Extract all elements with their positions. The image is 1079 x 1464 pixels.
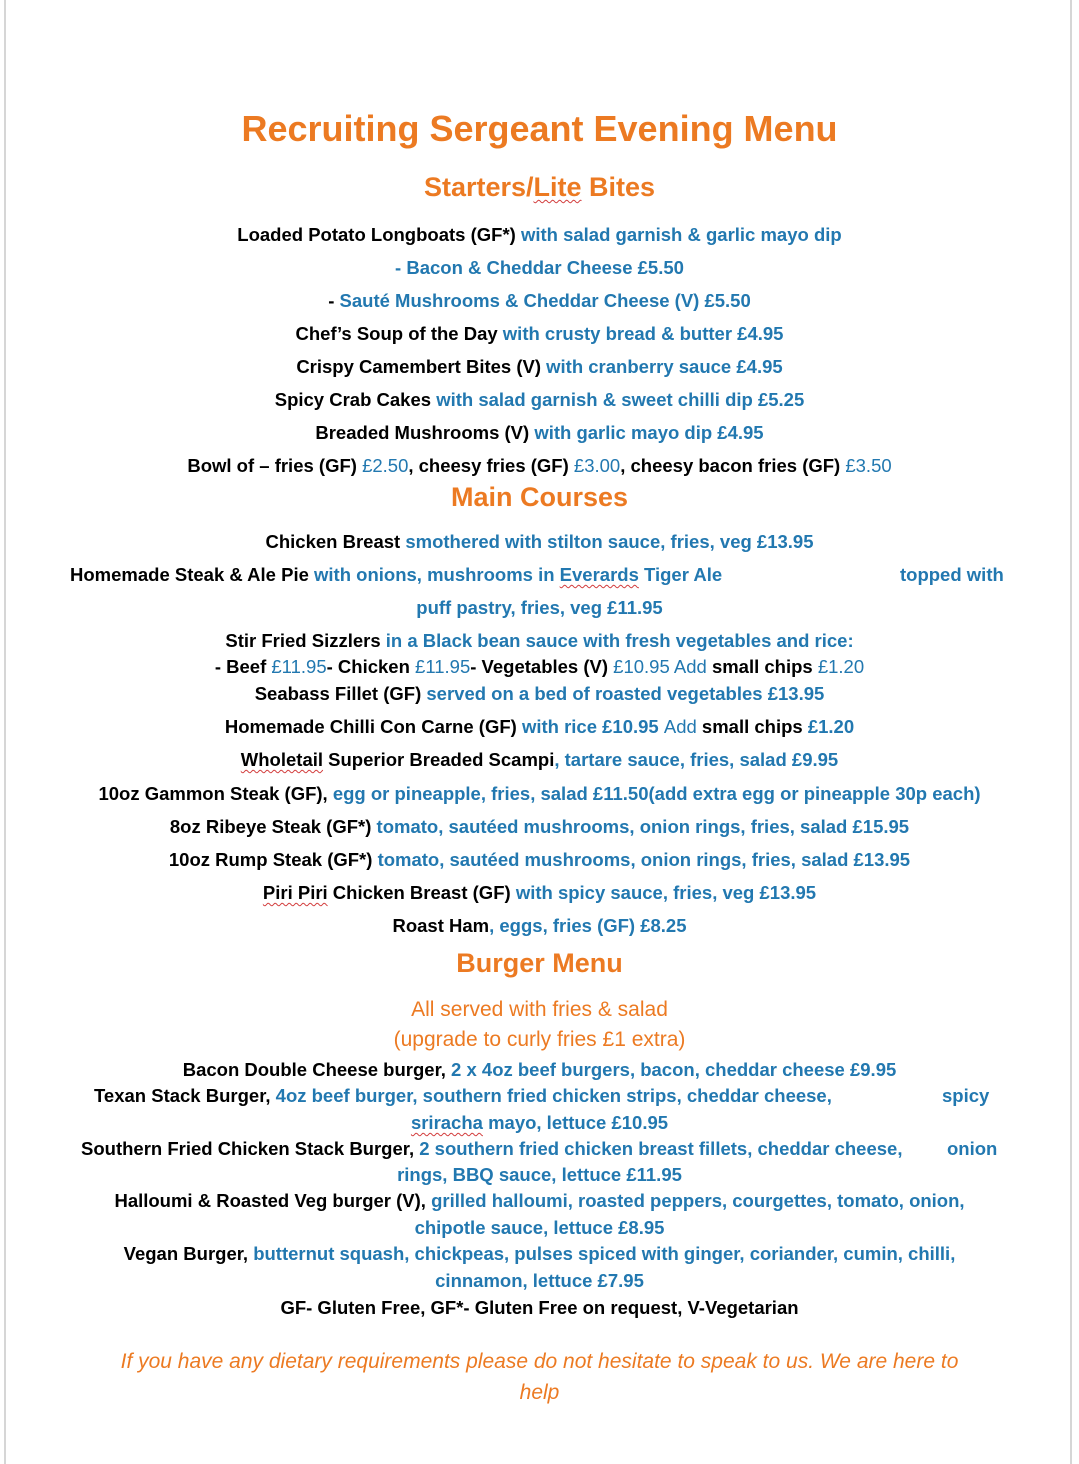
menu-item bbox=[0, 716, 1079, 738]
footer-note-cont: help bbox=[519, 1381, 560, 1404]
item-desc: with salad garnish & sweet chilli dip £5.25 bbox=[436, 389, 805, 410]
item-desc: butternut squash, chickpeas, pulses spiced with ginger, coriander, cumin, chilli, bbox=[253, 1243, 956, 1264]
item-name: , cheesy bacon fries (GF) bbox=[620, 455, 846, 476]
starters-heading bbox=[0, 172, 1079, 203]
option-name: - Chicken bbox=[326, 656, 416, 677]
item-name-brand: Wholetail bbox=[240, 749, 324, 770]
item-desc-tail: spicy bbox=[942, 1085, 990, 1106]
option-add: Add bbox=[669, 656, 712, 677]
burgers-heading: Burger Menu bbox=[456, 948, 623, 978]
menu-item bbox=[0, 783, 1079, 805]
item-name: , cheesy fries (GF) bbox=[408, 455, 574, 476]
menu-item-cont bbox=[0, 1270, 1079, 1292]
item-price: £3.50 bbox=[845, 455, 892, 476]
menu-item bbox=[0, 257, 1079, 279]
item-name: Loaded Potato Longboats (GF*) bbox=[237, 224, 521, 245]
menu-item bbox=[0, 389, 1079, 411]
menu-item bbox=[0, 630, 1079, 652]
item-desc: with spicy sauce, fries, veg £13.95 bbox=[515, 882, 817, 903]
item-name: Chicken Breast (GF) bbox=[327, 882, 516, 903]
item-name: Homemade Steak & Ale Pie bbox=[70, 564, 315, 585]
item-desc: with rice £10.95 bbox=[521, 716, 664, 737]
item-price: £2.50 bbox=[362, 455, 409, 476]
option-name: - Vegetables (V) bbox=[470, 656, 614, 677]
menu-item-bowl bbox=[0, 455, 1079, 477]
menu-item bbox=[0, 1190, 1079, 1212]
item-desc: 2 southern fried chicken breast fillets, cheddar cheese, bbox=[419, 1138, 903, 1159]
item-desc: 2 x 4oz beef burgers, bacon, cheddar cheese £9.95 bbox=[451, 1059, 897, 1080]
menu-item bbox=[0, 749, 1079, 771]
item-name: Texan Stack Burger, bbox=[94, 1085, 276, 1106]
item-desc: with crusty bread & butter £4.95 bbox=[502, 323, 784, 344]
menu-item-texan bbox=[94, 1085, 832, 1107]
item-desc: tomato, sautéed mushrooms, onion rings, fries, salad £13.95 bbox=[377, 849, 911, 870]
option-name: - Beef bbox=[214, 656, 272, 677]
burgers-note: All served with fries & salad bbox=[411, 998, 668, 1021]
item-name: Breaded Mushrooms (V) bbox=[315, 422, 535, 443]
item-desc: rings, BBQ sauce, lettuce £11.95 bbox=[397, 1164, 682, 1185]
item-name: - bbox=[328, 290, 340, 311]
item-add: Add bbox=[663, 716, 702, 737]
item-name: Halloumi & Roasted Veg burger (V), bbox=[114, 1190, 432, 1211]
menu-item bbox=[0, 422, 1079, 444]
menu-item-cont bbox=[0, 1217, 1079, 1239]
item-desc: mayo, lettuce £10.95 bbox=[482, 1112, 669, 1133]
item-name: Roast Ham bbox=[392, 915, 490, 936]
item-desc: with garlic mayo dip £4.95 bbox=[534, 422, 764, 443]
dietary-key: GF- Gluten Free, GF*- Gluten Free on request, V-Vegetarian bbox=[280, 1297, 799, 1318]
item-desc-brand: sriracha bbox=[410, 1112, 483, 1133]
mains-heading: Main Courses bbox=[450, 482, 629, 512]
item-desc-tail: topped with bbox=[900, 564, 1004, 585]
item-name-brand: Piri Piri bbox=[262, 882, 328, 903]
item-desc: , tartare sauce, fries, salad £9.95 bbox=[554, 749, 839, 770]
menu-item bbox=[0, 816, 1079, 838]
item-name: Chicken Breast bbox=[265, 531, 406, 552]
option-name: small chips bbox=[711, 656, 818, 677]
menu-item-cont bbox=[0, 1164, 1079, 1186]
item-name: Homemade Chilli Con Carne (GF) bbox=[224, 716, 522, 737]
item-desc: cinnamon, lettuce £7.95 bbox=[435, 1270, 644, 1291]
item-name: Chef’s Soup of the Day bbox=[295, 323, 503, 344]
item-desc: in a Black bean sauce with fresh vegetables and rice: bbox=[385, 630, 854, 651]
item-desc: smothered with stilton sauce, fries, veg £13.95 bbox=[405, 531, 814, 552]
starters-heading-part: Starters/ bbox=[423, 172, 534, 202]
menu-item bbox=[0, 356, 1079, 378]
item-desc: served on a bed of roasted vegetables £13.95 bbox=[426, 683, 825, 704]
item-name: Spicy Crab Cakes bbox=[274, 389, 437, 410]
item-desc: Sauté Mushrooms & Cheddar Cheese (V) £5.50 bbox=[339, 290, 751, 311]
menu-item bbox=[0, 224, 1079, 246]
item-desc: with cranberry sauce £4.95 bbox=[546, 356, 783, 377]
menu-item-pie bbox=[70, 564, 722, 586]
menu-item bbox=[0, 531, 1079, 553]
item-name: Vegan Burger, bbox=[123, 1243, 254, 1264]
menu-item bbox=[0, 1059, 1079, 1081]
item-desc-tail: onion bbox=[947, 1138, 998, 1159]
item-name: Superior Breaded Scampi bbox=[323, 749, 555, 770]
menu-item bbox=[0, 290, 1079, 312]
menu-item bbox=[0, 849, 1079, 871]
item-name: 8oz Ribeye Steak (GF*) bbox=[169, 816, 377, 837]
menu-item-cont bbox=[0, 597, 1079, 619]
item-desc: with salad garnish & garlic mayo dip bbox=[520, 224, 842, 245]
item-name: 10oz Rump Steak (GF*) bbox=[168, 849, 378, 870]
item-name: 10oz Gammon Steak (GF), bbox=[98, 783, 333, 804]
item-desc: - Bacon & Cheddar Cheese £5.50 bbox=[395, 257, 684, 278]
menu-item bbox=[0, 1243, 1079, 1265]
item-name: Stir Fried Sizzlers bbox=[225, 630, 386, 651]
item-desc: egg or pineapple, fries, salad £11.50(add extra egg or pineapple 30p each) bbox=[332, 783, 981, 804]
burgers-note-upgrade: (upgrade to curly fries £1 extra) bbox=[393, 1028, 686, 1051]
footer-note: If you have any dietary requirements please do not hesitate to speak to us. We are here to bbox=[120, 1350, 959, 1373]
item-name: Seabass Fillet (GF) bbox=[254, 683, 427, 704]
item-desc: puff pastry, fries, veg £11.95 bbox=[416, 597, 663, 618]
menu-item-sizzler-options bbox=[0, 656, 1079, 678]
item-desc: chipotle sauce, lettuce £8.95 bbox=[414, 1217, 665, 1238]
starters-heading-part: Bites bbox=[581, 172, 656, 202]
menu-item bbox=[0, 882, 1079, 904]
item-name: Bowl of – fries (GF) bbox=[187, 455, 363, 476]
option-price: £1.20 bbox=[817, 656, 865, 677]
option-price: £10.95 bbox=[613, 656, 670, 677]
item-desc-brand: Everards bbox=[559, 564, 639, 585]
option-price: £11.95 bbox=[271, 656, 327, 677]
menu-title: Recruiting Sergeant Evening Menu bbox=[241, 108, 838, 149]
item-desc: Tiger Ale bbox=[638, 564, 723, 585]
item-name: small chips bbox=[701, 716, 808, 737]
item-name: Bacon Double Cheese burger, bbox=[182, 1059, 452, 1080]
option-price: £11.95 bbox=[415, 656, 471, 677]
item-desc: tomato, sautéed mushrooms, onion rings, fries, salad £15.95 bbox=[376, 816, 910, 837]
item-desc: , eggs, fries (GF) £8.25 bbox=[489, 915, 687, 936]
menu-item bbox=[0, 683, 1079, 705]
menu-item bbox=[0, 915, 1079, 937]
item-price: £1.20 bbox=[807, 716, 855, 737]
menu-item bbox=[0, 323, 1079, 345]
item-desc: grilled halloumi, roasted peppers, courgettes, tomato, onion, bbox=[431, 1190, 965, 1211]
item-desc: 4oz beef burger, southern fried chicken strips, cheddar cheese, bbox=[275, 1085, 832, 1106]
item-name: Crispy Camembert Bites (V) bbox=[296, 356, 547, 377]
item-name: Southern Fried Chicken Stack Burger, bbox=[81, 1138, 420, 1159]
starters-heading-lite: Lite bbox=[533, 172, 582, 202]
menu-item-cont bbox=[0, 1112, 1079, 1134]
menu-item-southern bbox=[81, 1138, 902, 1160]
item-desc: with onions, mushrooms in bbox=[314, 564, 560, 585]
item-price: £3.00 bbox=[573, 455, 621, 476]
